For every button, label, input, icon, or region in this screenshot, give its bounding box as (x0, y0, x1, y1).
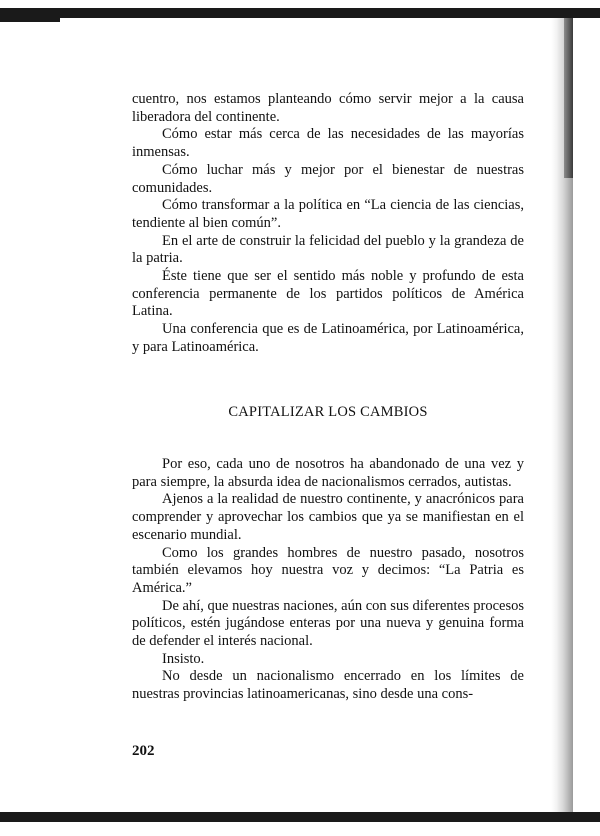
paragraph: Por eso, cada uno de nosotros ha abandonado de una vez y para siempre, la absurda idea de nacionalismos cerrados, autistas. (132, 456, 524, 490)
paragraph: Como los grandes hombres de nuestro pasado, nosotros también elevamos hoy nuestra voz y decimos: “La Patria es América.” (132, 544, 524, 596)
paragraph: Cómo estar más cerca de las necesidades de las mayorías inmensas. (132, 126, 524, 161)
scan-edge-top-notch (0, 18, 60, 22)
paragraph: Ajenos a la realidad de nuestro continente, y anacrónicos para comprender y aprovechar los cambios que ya se manifiestan en el escenario mundial. (132, 491, 524, 543)
paragraph: cuentro, nos estamos planteando cómo servir mejor a la causa liberadora del continente. (132, 91, 524, 125)
scan-edge-top (0, 8, 600, 18)
paragraph: Éste tiene que ser el sentido más noble y profundo de esta conferencia permanente de los partidos políticos de América Latina. (132, 268, 524, 320)
scan-edge-bottom (0, 812, 600, 822)
section-text-block (132, 456, 524, 704)
scan-edge-right-shadow (564, 18, 573, 178)
opening-text-block (132, 91, 524, 357)
section-heading: CAPITALIZAR LOS CAMBIOS (228, 404, 428, 420)
page-number: 202 (132, 743, 155, 759)
paragraph: Una conferencia que es de Latinoamérica, por Latinoamérica, y para Latinoamérica. (132, 321, 524, 355)
paragraph: Cómo luchar más y mejor por el bienestar de nuestras comunidades. (132, 161, 524, 196)
paragraph: Cómo transformar a la política en “La ciencia de las ciencias, tendiente al bien común”. (132, 197, 524, 231)
paragraph: De ahí, que nuestras naciones, aún con sus diferentes procesos políticos, estén jugándose enteras por una nueva y genuina forma de defender el interés nacional. (132, 597, 524, 650)
paragraph: No desde un nacionalismo encerrado en los límites de nuestras provincias latinoamericanas, sino desde una cons- (132, 668, 524, 703)
paragraph: Insisto. (162, 650, 205, 667)
paragraph: En el arte de construir la felicidad del pueblo y la grandeza de la patria. (132, 232, 524, 267)
